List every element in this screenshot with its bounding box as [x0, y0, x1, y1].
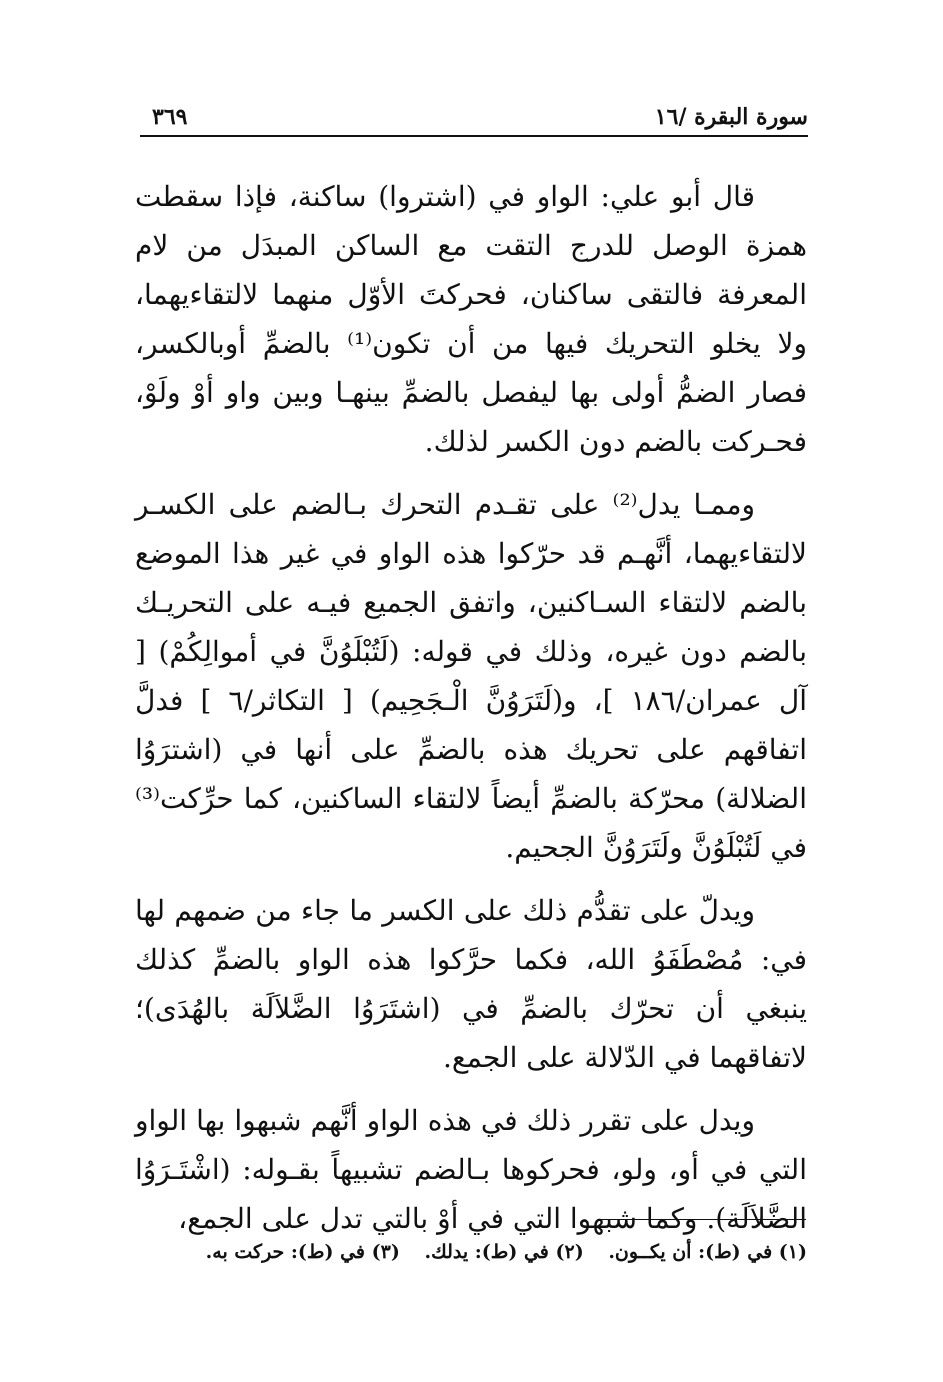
paragraph: وممـا يدل⁽²⁾ على تقـدم التحرك بـالضم على الكسـر لالتقاءيهما، أنَّهـم قد حرّكوا هذه الواو في غير هذا الموضع بالضم لالتقاء السـاكنين، واتفق الجميع فيـه على التحريـك بالضم دون غيره، وذلك في قوله: (لَتُبْلَوُنَّ في أموالِكُمْ) [ آل عمران/١٨٦ ]، و(لَتَرَوُنَّ الْـجَحِيم) [ التكاثر/٦ ] فدلَّ اتفاقهم على تحريك هذه بالضمِّ على أنها في (اشترَوُا الضلالة) محرّكة بالضمِّ أيضاً لالتقاء الساكنين، كما حرِّكت⁽³⁾ في لَتُبْلَوُنَّ ولَتَرَوُنَّ الجحيم. — [135, 488, 807, 864]
paragraph: ويدلّ على تقدُّم ذلك على الكسر ما جاء من ضمهم لها في: مُصْطَفَوُ الله، فكما حرَّكوا هذه الواو بالضمِّ كذلك ينبغي أن تحرّك بالضمِّ في (اشتَرَوُا الضَّلاَلَة بالهُدَى)؛ لاتفاقهما في الدّلالة على الجمع. — [135, 894, 807, 1074]
footnote: (٢) في (ط): يدلك. — [424, 1241, 584, 1263]
footnotes — [135, 1236, 807, 1268]
footnote: (١) في (ط): أن يكــون. — [608, 1241, 807, 1263]
header-divider — [140, 135, 808, 137]
page-number: ٣٦٩ — [152, 104, 188, 130]
footnote-divider — [598, 1219, 806, 1220]
running-title: سورة البقرة /١٦ — [654, 104, 808, 130]
main-text — [135, 172, 807, 1257]
paragraph: ويدل على تقرر ذلك في هذه الواو أنَّهم شبهوا بها الواو التي في أو، ولو، فحركوها بـالضم تشبيهاً بقـوله: (اشْتَـرَوُا الضَّلاَلَة). وكما شبهوا التي في أوْ بالتي تدل على الجمع، — [135, 1104, 807, 1235]
footnote: (٣) في (ط): حركت به. — [205, 1241, 400, 1263]
paragraph: قال أبو علي: الواو في (اشتروا) ساكنة، فإذا سقطت همزة الوصل للدرج التقت مع الساكن المبدَل من لام المعرفة فالتقى ساكنان، فحركتَ الأوّل منهما لالتقاءيهما، ولا يخلو التحريك فيها من أن تكون⁽¹⁾ بالضمِّ أوبالكسر، فصار الضمُّ أولى بها ليفصل بالضمِّ بينهـا وبين واو أوْ ولَوْ، فحـركت بالضم دون الكسر لذلك. — [135, 180, 807, 458]
page-header — [140, 100, 808, 140]
